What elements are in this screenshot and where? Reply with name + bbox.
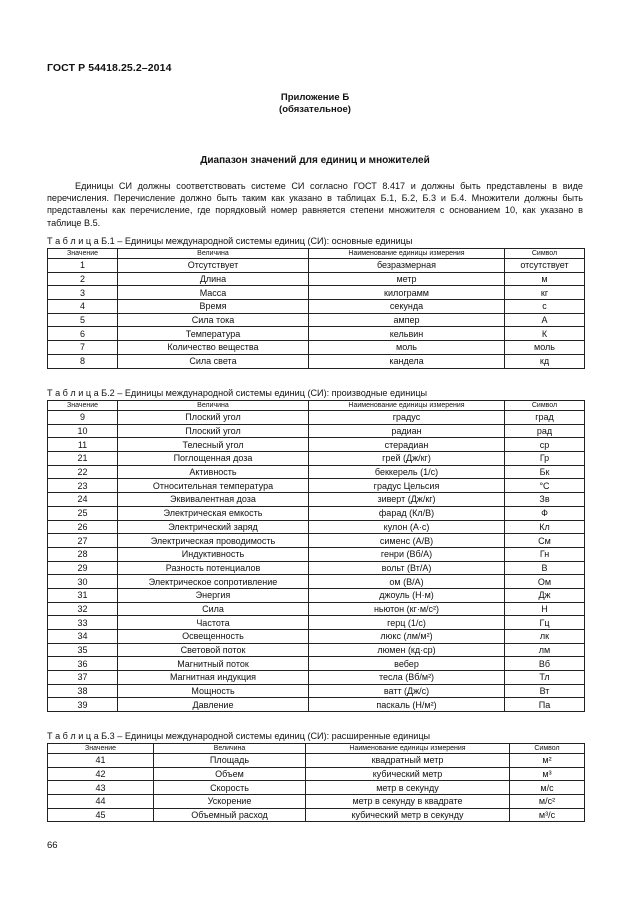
table-row — [48, 327, 585, 341]
quantity-cell: Индуктивность — [118, 547, 309, 561]
table-row — [48, 808, 585, 822]
symbol-cell: Дж — [505, 588, 585, 602]
table-row — [48, 341, 585, 355]
value-cell: 34 — [48, 630, 118, 644]
value-cell: 21 — [48, 452, 118, 466]
unit-name-cell: грей (Дж/кг) — [309, 452, 505, 466]
quantity-cell: Отсутствует — [118, 259, 309, 273]
table-row — [48, 602, 585, 616]
symbol-cell: Ф — [505, 506, 585, 520]
table-row — [48, 698, 585, 712]
quantity-cell: Магнитная индукция — [118, 671, 309, 685]
unit-name-cell: тесла (Вб/м²) — [309, 671, 505, 685]
symbol-cell: Зв — [505, 493, 585, 507]
symbol-cell: Па — [505, 698, 585, 712]
unit-name-cell: стерадиан — [309, 438, 505, 452]
symbol-cell: лк — [505, 630, 585, 644]
unit-name-cell: метр в секунду в квадрате — [306, 795, 510, 809]
symbol-cell: Гн — [505, 547, 585, 561]
quantity-cell: Магнитный поток — [118, 657, 309, 671]
quantity-cell: Сила тока — [118, 313, 309, 327]
value-cell: 25 — [48, 506, 118, 520]
quantity-cell: Электрическая емкость — [118, 506, 309, 520]
unit-name-cell: квадратный метр — [306, 754, 510, 768]
unit-name-cell: люкс (лм/м²) — [309, 630, 505, 644]
document-header: ГОСТ Р 54418.25.2–2014 — [47, 62, 172, 74]
quantity-cell: Эквивалентная доза — [118, 493, 309, 507]
value-cell: 5 — [48, 313, 118, 327]
header-quantity: Величина — [154, 744, 306, 754]
symbol-cell: отсутствует — [505, 259, 585, 273]
unit-name-cell: фарад (Кл/В) — [309, 506, 505, 520]
unit-name-cell: радиан — [309, 424, 505, 438]
table-row — [48, 754, 585, 768]
unit-name-cell: моль — [309, 341, 505, 355]
symbol-cell: А — [505, 313, 585, 327]
quantity-cell: Температура — [118, 327, 309, 341]
symbol-cell: град — [505, 411, 585, 425]
value-cell: 2 — [48, 272, 118, 286]
quantity-cell: Плоский угол — [118, 411, 309, 425]
value-cell: 29 — [48, 561, 118, 575]
value-cell: 32 — [48, 602, 118, 616]
table-row — [48, 506, 585, 520]
table-row — [48, 520, 585, 534]
table-row — [48, 534, 585, 548]
table-row — [48, 616, 585, 630]
quantity-cell: Электрический заряд — [118, 520, 309, 534]
quantity-cell: Длина — [118, 272, 309, 286]
unit-name-cell: ампер — [309, 313, 505, 327]
table-header-row — [48, 744, 585, 754]
unit-name-cell: герц (1/с) — [309, 616, 505, 630]
quantity-cell: Разность потенциалов — [118, 561, 309, 575]
unit-name-cell: ньютон (кг·м/с²) — [309, 602, 505, 616]
symbol-cell: м³ — [510, 767, 585, 781]
table-row — [48, 354, 585, 368]
symbol-cell: В — [505, 561, 585, 575]
value-cell: 7 — [48, 341, 118, 355]
value-cell: 38 — [48, 684, 118, 698]
unit-name-cell: градус — [309, 411, 505, 425]
unit-name-cell: метр — [309, 272, 505, 286]
value-cell: 11 — [48, 438, 118, 452]
quantity-cell: Освещенность — [118, 630, 309, 644]
table-row — [48, 493, 585, 507]
symbol-cell: °С — [505, 479, 585, 493]
value-cell: 23 — [48, 479, 118, 493]
symbol-cell: См — [505, 534, 585, 548]
page-number: 66 — [47, 840, 58, 851]
unit-name-cell: безразмерная — [309, 259, 505, 273]
symbol-cell: м³/с — [510, 808, 585, 822]
header-value: Значение — [48, 744, 154, 754]
appendix-subtitle: (обязательное) — [279, 104, 351, 115]
header-value: Значение — [48, 401, 118, 411]
symbol-cell: Гр — [505, 452, 585, 466]
header-quantity: Величина — [118, 401, 309, 411]
symbol-cell: Н — [505, 602, 585, 616]
quantity-cell: Сила света — [118, 354, 309, 368]
value-cell: 41 — [48, 754, 154, 768]
table-row — [48, 411, 585, 425]
unit-name-cell: вебер — [309, 657, 505, 671]
quantity-cell: Давление — [118, 698, 309, 712]
table-row — [48, 479, 585, 493]
quantity-cell: Световой поток — [118, 643, 309, 657]
value-cell: 28 — [48, 547, 118, 561]
table-row — [48, 795, 585, 809]
table-row — [48, 300, 585, 314]
quantity-cell: Относительная температура — [118, 479, 309, 493]
quantity-cell: Ускорение — [154, 795, 306, 809]
table-row — [48, 630, 585, 644]
unit-name-cell: кубический метр — [306, 767, 510, 781]
table-row — [48, 313, 585, 327]
table-b1-caption: Т а б л и ц а Б.1 – Единицы международной системы единиц (СИ): основные единицы — [47, 236, 413, 246]
table-b3-caption: Т а б л и ц а Б.3 – Единицы международной системы единиц (СИ): расширенные единицы — [47, 731, 431, 741]
symbol-cell: моль — [505, 341, 585, 355]
symbol-cell: м/с² — [510, 795, 585, 809]
value-cell: 37 — [48, 671, 118, 685]
quantity-cell: Телесный угол — [118, 438, 309, 452]
symbol-cell: кд — [505, 354, 585, 368]
table-row — [48, 424, 585, 438]
value-cell: 22 — [48, 465, 118, 479]
unit-name-cell: вольт (Вт/А) — [309, 561, 505, 575]
table-row — [48, 643, 585, 657]
value-cell: 1 — [48, 259, 118, 273]
value-cell: 3 — [48, 286, 118, 300]
header-quantity: Величина — [118, 249, 309, 259]
section-title: Диапазон значений для единиц и множителей — [200, 155, 430, 166]
quantity-cell: Электрическая проводимость — [118, 534, 309, 548]
unit-name-cell: кандела — [309, 354, 505, 368]
value-cell: 36 — [48, 657, 118, 671]
unit-name-cell: метр в секунду — [306, 781, 510, 795]
symbol-cell: м² — [510, 754, 585, 768]
quantity-cell: Поглощенная доза — [118, 452, 309, 466]
table-b2-caption: Т а б л и ц а Б.2 – Единицы международной системы единиц (СИ): производные единицы — [47, 388, 428, 398]
value-cell: 4 — [48, 300, 118, 314]
quantity-cell: Сила — [118, 602, 309, 616]
table-row — [48, 259, 585, 273]
table-header-row — [48, 249, 585, 259]
value-cell: 26 — [48, 520, 118, 534]
symbol-cell: м/с — [510, 781, 585, 795]
unit-name-cell: градус Цельсия — [309, 479, 505, 493]
unit-name-cell: кулон (А·с) — [309, 520, 505, 534]
header-symbol: Символ — [510, 744, 585, 754]
symbol-cell: Тл — [505, 671, 585, 685]
quantity-cell: Мощность — [118, 684, 309, 698]
symbol-cell: м — [505, 272, 585, 286]
quantity-cell: Объем — [154, 767, 306, 781]
quantity-cell: Площадь — [154, 754, 306, 768]
symbol-cell: ср — [505, 438, 585, 452]
value-cell: 8 — [48, 354, 118, 368]
quantity-cell: Количество вещества — [118, 341, 309, 355]
appendix-title: Приложение Б — [280, 92, 350, 103]
unit-name-cell: зиверт (Дж/кг) — [309, 493, 505, 507]
symbol-cell: Ом — [505, 575, 585, 589]
table-row — [48, 588, 585, 602]
symbol-cell: рад — [505, 424, 585, 438]
header-symbol: Символ — [505, 249, 585, 259]
header-unit-name: Наименование единицы измерения — [309, 249, 505, 259]
table-row — [48, 286, 585, 300]
unit-name-cell: генри (Вб/А) — [309, 547, 505, 561]
table-header-row — [48, 401, 585, 411]
table-b1 — [47, 248, 585, 369]
header-value: Значение — [48, 249, 118, 259]
value-cell: 45 — [48, 808, 154, 822]
value-cell: 10 — [48, 424, 118, 438]
value-cell: 33 — [48, 616, 118, 630]
intro-paragraph — [47, 180, 583, 229]
table-row — [48, 452, 585, 466]
unit-name-cell: беккерель (1/с) — [309, 465, 505, 479]
unit-name-cell: килограмм — [309, 286, 505, 300]
unit-name-cell: кельвин — [309, 327, 505, 341]
unit-name-cell: ом (В/А) — [309, 575, 505, 589]
symbol-cell: Вт — [505, 684, 585, 698]
table-row — [48, 767, 585, 781]
table-b3 — [47, 743, 585, 822]
table-row — [48, 781, 585, 795]
value-cell: 6 — [48, 327, 118, 341]
symbol-cell: К — [505, 327, 585, 341]
unit-name-cell: паскаль (Н/м²) — [309, 698, 505, 712]
quantity-cell: Скорость — [154, 781, 306, 795]
value-cell: 27 — [48, 534, 118, 548]
table-row — [48, 657, 585, 671]
table-row — [48, 684, 585, 698]
table-row — [48, 547, 585, 561]
quantity-cell: Активность — [118, 465, 309, 479]
value-cell: 30 — [48, 575, 118, 589]
symbol-cell: лм — [505, 643, 585, 657]
intro-text: Единицы СИ должны соответствовать системе СИ согласно ГОСТ 8.417 и должны быть представлены в виде перечисления. Перечисление должно быть таким как указано в таблицах Б.1, Б.2, Б.3 и Б.4. Множители должны быть представлены как перечисление, где порядковый номер равняется степени множителя с основанием 10, как указано в таблице В.5. — [47, 181, 583, 228]
table-row — [48, 438, 585, 452]
symbol-cell: Кл — [505, 520, 585, 534]
unit-name-cell: люмен (кд·ср) — [309, 643, 505, 657]
quantity-cell: Масса — [118, 286, 309, 300]
unit-name-cell: секунда — [309, 300, 505, 314]
quantity-cell: Плоский угол — [118, 424, 309, 438]
unit-name-cell: сименс (А/В) — [309, 534, 505, 548]
symbol-cell: с — [505, 300, 585, 314]
header-symbol: Символ — [505, 401, 585, 411]
quantity-cell: Энергия — [118, 588, 309, 602]
header-unit-name: Наименование единицы измерения — [309, 401, 505, 411]
table-b2 — [47, 400, 585, 712]
value-cell: 42 — [48, 767, 154, 781]
unit-name-cell: джоуль (Н·м) — [309, 588, 505, 602]
value-cell: 31 — [48, 588, 118, 602]
quantity-cell: Электрическое сопротивление — [118, 575, 309, 589]
symbol-cell: кг — [505, 286, 585, 300]
table-row — [48, 561, 585, 575]
symbol-cell: Вб — [505, 657, 585, 671]
value-cell: 9 — [48, 411, 118, 425]
value-cell: 24 — [48, 493, 118, 507]
quantity-cell: Объемный расход — [154, 808, 306, 822]
quantity-cell: Время — [118, 300, 309, 314]
symbol-cell: Гц — [505, 616, 585, 630]
table-row — [48, 671, 585, 685]
unit-name-cell: ватт (Дж/с) — [309, 684, 505, 698]
value-cell: 44 — [48, 795, 154, 809]
table-row — [48, 465, 585, 479]
value-cell: 39 — [48, 698, 118, 712]
table-row — [48, 575, 585, 589]
symbol-cell: Бк — [505, 465, 585, 479]
unit-name-cell: кубический метр в секунду — [306, 808, 510, 822]
quantity-cell: Частота — [118, 616, 309, 630]
header-unit-name: Наименование единицы измерения — [306, 744, 510, 754]
value-cell: 35 — [48, 643, 118, 657]
table-row — [48, 272, 585, 286]
value-cell: 43 — [48, 781, 154, 795]
